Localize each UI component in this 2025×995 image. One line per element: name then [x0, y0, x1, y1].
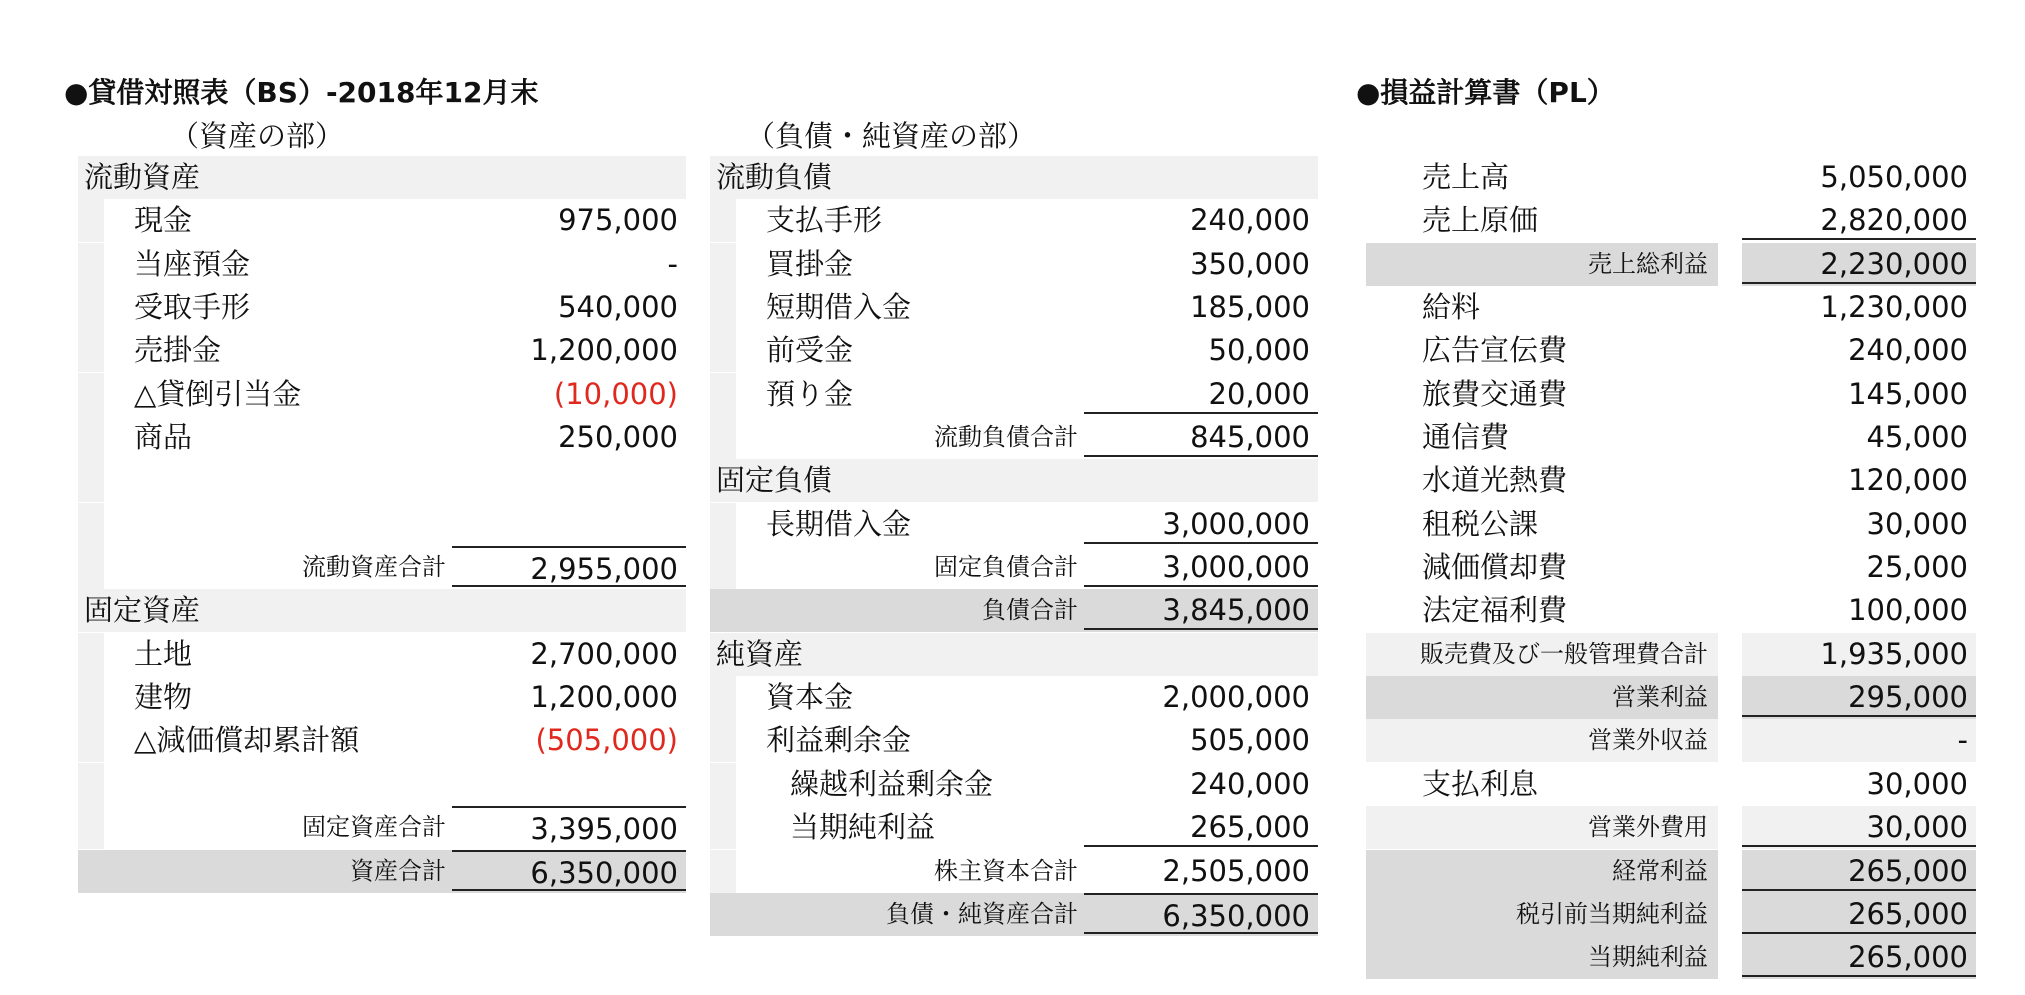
total-row [78, 850, 686, 893]
pl-subtotal-label: 営業利益 [1612, 683, 1708, 712]
table-row [1366, 156, 1976, 199]
table-row [78, 633, 686, 676]
subtotal-value: 2,955,000 [452, 546, 686, 587]
spacer-row [78, 763, 686, 806]
item-label: 利益剰余金 [766, 723, 912, 758]
subtotal-row [1366, 633, 1976, 676]
fixed-liab-label: 固定負債 [716, 463, 833, 498]
current-liab-row [710, 156, 1318, 199]
item-value: 240,000 [1190, 203, 1310, 238]
assets-header: （資産の部） [170, 119, 345, 153]
subtotal-value: 3,000,000 [1084, 546, 1318, 587]
item-value: 505,000 [1190, 723, 1310, 758]
subtotal-row [710, 546, 1318, 589]
subtotal-label: 固定資産合計 [302, 813, 446, 842]
pl-item-label: 法定福利費 [1422, 593, 1568, 628]
pl-item-value: 120,000 [1848, 463, 1968, 498]
pl-subtotal-value: 1,935,000 [1820, 636, 1968, 671]
table-row [710, 503, 1318, 546]
table-row [710, 243, 1318, 286]
item-value: 1,200,000 [530, 680, 678, 715]
table-row [710, 676, 1318, 719]
pl-item-label: 通信費 [1422, 420, 1510, 455]
total-row [710, 589, 1318, 632]
liab-equity-header: （負債・純資産の部） [746, 119, 1037, 153]
pl-subtotal-label: 税引前当期純利益 [1516, 899, 1708, 928]
pl-item-value: 30,000 [1866, 766, 1968, 801]
item-value: 20,000 [1084, 373, 1318, 414]
equity-label: 純資産 [716, 636, 804, 671]
table-row [1366, 199, 1976, 242]
table-row [78, 676, 686, 719]
pl-item-value: 240,000 [1848, 333, 1968, 368]
table-row [78, 329, 686, 372]
pl-subtotal-label: 営業外費用 [1588, 813, 1708, 842]
table-row [710, 806, 1318, 849]
table-row [710, 763, 1318, 806]
table-row [1366, 503, 1976, 546]
subtotal-row [78, 806, 686, 849]
table-row [1366, 329, 1976, 372]
pl-item-value: 145,000 [1848, 376, 1968, 411]
spacer-row [78, 459, 686, 502]
item-label: 繰越利益剰余金 [790, 766, 994, 801]
pl-item-label: 租税公課 [1422, 506, 1539, 541]
pl-subtotal-value: 2,230,000 [1742, 243, 1976, 284]
current-assets-row [78, 156, 686, 199]
pl-item-value: 30,000 [1866, 506, 1968, 541]
pl-subtotal-value: - [1957, 723, 1968, 758]
subtotal-row [1366, 806, 1976, 849]
item-value: 265,000 [1084, 806, 1318, 847]
liab-total-label: 負債合計 [982, 596, 1078, 625]
table-row [710, 329, 1318, 372]
item-value: 2,700,000 [530, 636, 678, 671]
pl-item-value: 1,230,000 [1820, 290, 1968, 325]
item-label: 当期純利益 [790, 810, 936, 845]
pl-item-label: 広告宣伝費 [1422, 333, 1568, 368]
pl-item-value: 100,000 [1848, 593, 1968, 628]
subtotal-row [1366, 936, 1976, 979]
item-label: 建物 [134, 680, 193, 715]
table-row [78, 286, 686, 329]
item-label: △貸倒引当金 [134, 376, 302, 411]
item-label: 売掛金 [134, 333, 222, 368]
item-label: 支払手形 [766, 203, 883, 238]
table-row [1366, 546, 1976, 589]
liab-equity-panel [710, 156, 1318, 936]
pl-subtotal-label: 経常利益 [1612, 856, 1708, 885]
item-value: 540,000 [558, 290, 678, 325]
pl-subtotal-value: 265,000 [1742, 893, 1976, 934]
pl-subtotal-label: 売上総利益 [1588, 249, 1708, 278]
equity-row [710, 633, 1318, 676]
item-label: 当座預金 [134, 246, 251, 281]
item-value: 350,000 [1190, 246, 1310, 281]
total-row [710, 893, 1318, 936]
item-label: 長期借入金 [766, 506, 912, 541]
item-value: 2,000,000 [1162, 680, 1310, 715]
fixed-assets-label: 固定資産 [84, 593, 201, 628]
item-value: 50,000 [1208, 333, 1310, 368]
pl-item-label: 支払利息 [1422, 766, 1539, 801]
item-value: 250,000 [558, 420, 678, 455]
pl-item-label: 減価償却費 [1422, 550, 1568, 585]
item-value: 1,200,000 [530, 333, 678, 368]
table-row [78, 243, 686, 286]
item-label: 預り金 [766, 376, 854, 411]
pl-item-value: 45,000 [1866, 420, 1968, 455]
pl-item-label: 給料 [1422, 290, 1481, 325]
pl-item-value: 2,820,000 [1742, 199, 1976, 240]
subtotal-value: 845,000 [1084, 416, 1318, 457]
subtotal-label: 株主資本合計 [934, 856, 1078, 885]
pl-subtotal-value: 295,000 [1742, 676, 1976, 717]
assets-total-value: 6,350,000 [452, 850, 686, 891]
subtotal-row [1366, 893, 1976, 936]
subtotal-label: 流動負債合計 [934, 423, 1078, 452]
table-row [1366, 416, 1976, 459]
item-value: (10,000) [553, 376, 678, 411]
item-label: 前受金 [766, 333, 854, 368]
table-row [1366, 459, 1976, 502]
current-liab-label: 流動負債 [716, 160, 833, 194]
item-value: - [667, 246, 678, 281]
liab-equity-total-label: 負債・純資産合計 [886, 899, 1078, 928]
table-row [710, 199, 1318, 242]
subtotal-row [1366, 676, 1976, 719]
pl-subtotal-label: 当期純利益 [1588, 943, 1708, 972]
fixed-liab-row [710, 459, 1318, 502]
item-value: 185,000 [1190, 290, 1310, 325]
subtotal-row [1366, 719, 1976, 762]
table-row [1366, 589, 1976, 632]
table-row [710, 719, 1318, 762]
pl-item-label: 水道光熱費 [1422, 463, 1568, 498]
item-label: 資本金 [766, 680, 854, 715]
subtotal-label: 流動資産合計 [302, 553, 446, 582]
pl-subtotal-value: 30,000 [1742, 806, 1976, 847]
pl-title: ●損益計算書（PL） [1356, 76, 1615, 109]
liab-total-value: 3,845,000 [1084, 589, 1318, 630]
table-row [78, 199, 686, 242]
subtotal-row [1366, 850, 1976, 893]
current-assets-label: 流動資産 [84, 160, 201, 194]
item-label: 短期借入金 [766, 290, 912, 325]
item-value: 3,000,000 [1084, 503, 1318, 544]
pl-subtotal-label: 営業外収益 [1588, 726, 1708, 755]
subtotal-value: 2,505,000 [1162, 853, 1310, 888]
table-row [78, 373, 686, 416]
subtotal-row [78, 546, 686, 589]
item-value: (505,000) [535, 723, 678, 758]
table-row [78, 416, 686, 459]
item-label: 土地 [134, 636, 193, 671]
fixed-assets-row [78, 589, 686, 632]
subtotal-row [1366, 243, 1976, 286]
table-row [1366, 286, 1976, 329]
table-row [78, 719, 686, 762]
item-label: 受取手形 [134, 290, 251, 325]
item-label: 現金 [134, 203, 193, 238]
assets-panel [78, 156, 686, 893]
pl-item-label: 旅費交通費 [1422, 376, 1568, 411]
pl-subtotal-label: 販売費及び一般管理費合計 [1420, 639, 1708, 668]
subtotal-value: 3,395,000 [452, 806, 686, 847]
table-row [1366, 763, 1976, 806]
pl-item-value: 25,000 [1866, 550, 1968, 585]
bs-title: ●貸借対照表（BS）-2018年12月末 [64, 76, 539, 109]
item-label: 買掛金 [766, 246, 854, 281]
spacer-row [78, 503, 686, 546]
item-label: △減価償却累計額 [134, 723, 360, 758]
table-row [1366, 373, 1976, 416]
table-row [710, 373, 1318, 416]
item-value: 975,000 [558, 203, 678, 238]
pl-item-label: 売上高 [1422, 160, 1510, 194]
pl-item-value: 5,050,000 [1820, 160, 1968, 194]
table-row [710, 286, 1318, 329]
pl-item-label: 売上原価 [1422, 203, 1539, 238]
pl-panel [1366, 156, 1976, 980]
subtotal-row [710, 850, 1318, 893]
item-value: 240,000 [1190, 766, 1310, 801]
liab-equity-total-value: 6,350,000 [1084, 893, 1318, 934]
pl-subtotal-value: 265,000 [1742, 936, 1976, 977]
pl-subtotal-value: 265,000 [1742, 850, 1976, 891]
subtotal-label: 固定負債合計 [934, 553, 1078, 582]
subtotal-row [710, 416, 1318, 459]
assets-total-label: 資産合計 [350, 856, 446, 885]
item-label: 商品 [134, 420, 193, 455]
